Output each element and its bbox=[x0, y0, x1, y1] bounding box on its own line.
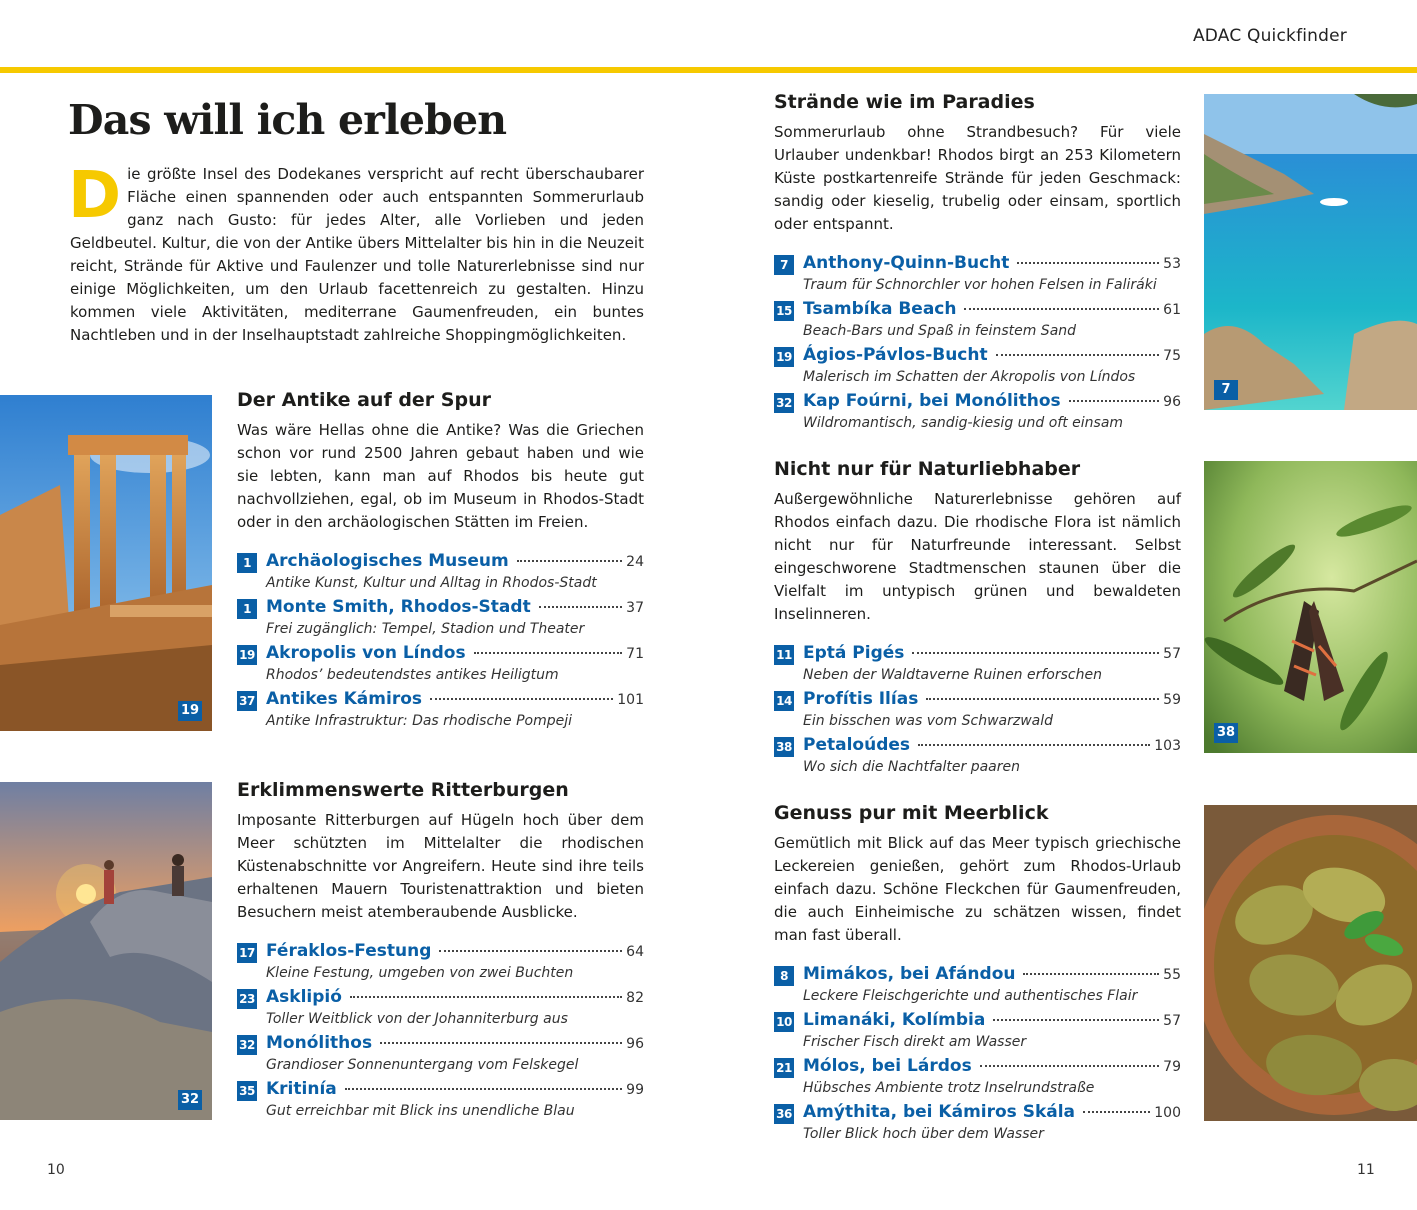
entry-page: 82 bbox=[626, 990, 644, 1006]
entry-number-badge: 15 bbox=[774, 301, 794, 321]
dot-leader bbox=[980, 1065, 1159, 1067]
entry-subtitle: Toller Weitblick von der Johanniterburg aus bbox=[266, 1011, 568, 1027]
photo-badge: 32 bbox=[178, 1090, 202, 1110]
dot-leader bbox=[993, 1019, 1159, 1021]
entry-page: 59 bbox=[1163, 692, 1181, 708]
page-number-left: 10 bbox=[47, 1162, 65, 1178]
entry-link[interactable]: Petaloúdes bbox=[803, 735, 911, 755]
section-body: Was wäre Hellas ohne die Antike? Was die Griechen schon vor rund 2500 Jahren gebaut haben und wie sie lebten, kann man auf Rhodos bis heute gut nachvollziehen, egal, ob im Museum in Rhodos-Stadt oder in den archäologischen Stätten im Freien. bbox=[237, 421, 644, 531]
entry-subtitle: Gut erreichbar mit Blick ins unendliche Blau bbox=[266, 1103, 575, 1119]
photo-akropolis bbox=[0, 395, 212, 731]
entry-page: 24 bbox=[626, 554, 644, 570]
photo-butterfly bbox=[1204, 461, 1417, 753]
dot-leader bbox=[1017, 262, 1159, 264]
section-natur bbox=[774, 458, 1181, 781]
entry-page: 99 bbox=[626, 1082, 644, 1098]
entry-number-badge: 32 bbox=[237, 1035, 257, 1055]
intro-dropcap: D bbox=[68, 159, 122, 233]
entry-page: 79 bbox=[1163, 1059, 1181, 1075]
entry[interactable] bbox=[774, 689, 1181, 735]
entry[interactable] bbox=[774, 643, 1181, 689]
entry-subtitle: Traum für Schnorchler vor hohen Felsen in Faliráki bbox=[803, 277, 1157, 293]
entry-subtitle: Neben der Waldtaverne Ruinen erforschen bbox=[803, 667, 1102, 683]
header-brand: ADAC Quickfinder bbox=[1192, 26, 1347, 46]
entry-list bbox=[237, 551, 644, 735]
entry[interactable] bbox=[237, 597, 644, 643]
entry[interactable] bbox=[774, 1102, 1181, 1148]
section-title: Genuss pur mit Meerblick bbox=[774, 802, 1049, 824]
entry[interactable] bbox=[237, 987, 644, 1033]
entry-page: 75 bbox=[1163, 348, 1181, 364]
entry-page: 96 bbox=[626, 1036, 644, 1052]
entry-number-badge: 21 bbox=[774, 1058, 794, 1078]
sunset-castle-illustration bbox=[0, 782, 212, 1120]
entry[interactable] bbox=[237, 1033, 644, 1079]
dot-leader bbox=[350, 996, 622, 998]
entry[interactable] bbox=[774, 391, 1181, 437]
entry-page: 100 bbox=[1154, 1105, 1181, 1121]
entry-link[interactable]: Asklipió bbox=[266, 987, 342, 1007]
entry-subtitle: Wo sich die Nachtfalter paaren bbox=[803, 759, 1021, 775]
entry-number-badge: 36 bbox=[774, 1104, 794, 1124]
entry[interactable] bbox=[237, 689, 644, 735]
dot-leader bbox=[1083, 1111, 1150, 1113]
entry[interactable] bbox=[774, 964, 1181, 1010]
entry[interactable] bbox=[774, 1010, 1181, 1056]
dot-leader bbox=[996, 354, 1160, 356]
entry-subtitle: Frei zugänglich: Tempel, Stadion und Theater bbox=[266, 621, 585, 637]
entry[interactable] bbox=[774, 299, 1181, 345]
entry-page: 37 bbox=[626, 600, 644, 616]
section-straende bbox=[774, 91, 1181, 437]
entry-subtitle: Grandioser Sonnenuntergang vom Felskegel bbox=[266, 1057, 579, 1073]
entry-link[interactable]: Antikes Kámiros bbox=[266, 689, 422, 709]
entry-link[interactable]: Profítis Ilías bbox=[803, 689, 919, 709]
page-number-right: 11 bbox=[1357, 1162, 1375, 1178]
section-title: Der Antike auf der Spur bbox=[237, 389, 491, 411]
entry-page: 61 bbox=[1163, 302, 1181, 318]
section-title: Nicht nur für Naturliebhaber bbox=[774, 458, 1081, 480]
entry[interactable] bbox=[774, 253, 1181, 299]
entry-subtitle: Frischer Fisch direkt am Wasser bbox=[803, 1034, 1027, 1050]
entry-list bbox=[774, 964, 1181, 1148]
section-body: Gemütlich mit Blick auf das Meer typisch griechische Leckereien genießen, gehört zum Rhodos-Urlaub einfach dazu. Schöne Fleckchen für Gaumenfreuden, die auch Einheimische zu schätzen wissen, findet man fast überall. bbox=[774, 834, 1181, 944]
photo-badge: 38 bbox=[1214, 723, 1238, 743]
entry-subtitle: Beach-Bars und Spaß in feinstem Sand bbox=[803, 323, 1077, 339]
header-rule bbox=[0, 67, 1417, 73]
entry-page: 57 bbox=[1163, 646, 1181, 662]
entry-number-badge: 37 bbox=[237, 691, 257, 711]
dot-leader bbox=[539, 606, 622, 608]
entry-link[interactable]: Kritinía bbox=[266, 1079, 337, 1099]
entry-number-badge: 23 bbox=[237, 989, 257, 1009]
entry-subtitle: Toller Blick hoch über dem Wasser bbox=[803, 1126, 1044, 1142]
entry-page: 96 bbox=[1163, 394, 1181, 410]
entry-page: 57 bbox=[1163, 1013, 1181, 1029]
entry-number-badge: 7 bbox=[774, 255, 794, 275]
entry-link[interactable]: Kap Foúrni, bei Monólithos bbox=[803, 391, 1061, 411]
entry-page: 103 bbox=[1154, 738, 1181, 754]
entry-number-badge: 35 bbox=[237, 1081, 257, 1101]
photo-badge: 19 bbox=[178, 701, 202, 721]
section-ritterburgen bbox=[237, 779, 644, 1125]
section-body: Sommerurlaub ohne Strandbesuch? Für viele Urlauber undenkbar! Rhodos birgt an 253 Kilometern Küste postkartenreife Strände für jeden Geschmack: sandig oder kieselig, trubelig oder einsam, sportlich oder entspannt. bbox=[774, 123, 1181, 233]
entry-number-badge: 19 bbox=[774, 347, 794, 367]
dot-leader bbox=[439, 950, 622, 952]
photo-anthony-quinn-bay bbox=[1204, 94, 1417, 410]
bay-illustration bbox=[1204, 94, 1417, 410]
entry-subtitle: Antike Kunst, Kultur und Alltag in Rhodos-Stadt bbox=[266, 575, 597, 591]
entry-page: 101 bbox=[617, 692, 644, 708]
entry-number-badge: 1 bbox=[237, 553, 257, 573]
entry-number-badge: 1 bbox=[237, 599, 257, 619]
entry-number-badge: 11 bbox=[774, 645, 794, 665]
entry-link[interactable]: Mimákos, bei Afándou bbox=[803, 964, 1016, 984]
entry-link[interactable]: Amýthita, bei Kámiros Skála bbox=[803, 1102, 1076, 1122]
entry-subtitle: Wildromantisch, sandig-kiesig und oft einsam bbox=[803, 415, 1124, 431]
photo-badge: 7 bbox=[1214, 380, 1238, 400]
page-title: Das will ich erleben bbox=[68, 96, 507, 144]
entry-subtitle: Leckere Fleischgerichte und authentisches Flair bbox=[803, 988, 1138, 1004]
entry-link[interactable]: Limanáki, Kolímbia bbox=[803, 1010, 986, 1030]
dot-leader bbox=[1069, 400, 1160, 402]
entry-link[interactable]: Akropolis von Líndos bbox=[266, 643, 466, 663]
dot-leader bbox=[430, 698, 613, 700]
entry-subtitle: Kleine Festung, umgeben von zwei Buchten bbox=[266, 965, 574, 981]
entry-number-badge: 8 bbox=[774, 966, 794, 986]
section-title: Strände wie im Paradies bbox=[774, 91, 1035, 113]
entry[interactable] bbox=[237, 643, 644, 689]
entry[interactable] bbox=[774, 1056, 1181, 1102]
entry-page: 55 bbox=[1163, 967, 1181, 983]
dot-leader bbox=[345, 1088, 622, 1090]
section-genuss bbox=[774, 802, 1181, 1148]
entry-link[interactable]: Eptá Pigés bbox=[803, 643, 905, 663]
entry-page: 71 bbox=[626, 646, 644, 662]
entry-subtitle: Antike Infrastruktur: Das rhodische Pompeji bbox=[266, 713, 572, 729]
dot-leader bbox=[918, 744, 1150, 746]
entry-subtitle: Malerisch im Schatten der Akropolis von Líndos bbox=[803, 369, 1136, 385]
temple-ruins-illustration bbox=[0, 395, 212, 731]
moth-on-leaf-illustration bbox=[1204, 461, 1417, 753]
entry-link[interactable]: Féraklos-Festung bbox=[266, 941, 432, 961]
dot-leader bbox=[474, 652, 623, 654]
entry-subtitle: Hübsches Ambiente trotz Inselrundstraße bbox=[803, 1080, 1095, 1096]
entry-link[interactable]: Archäologisches Museum bbox=[266, 551, 509, 571]
entry-list bbox=[774, 253, 1181, 437]
entry-link[interactable]: Tsambíka Beach bbox=[803, 299, 957, 319]
section-body: Außergewöhnliche Naturerlebnisse gehören auf Rhodos einfach dazu. Die rhodische Flora ist nämlich nicht nur für Naturfreunde interessant. Selbst eingeschworene Stadtmenschen staunen über die Vielfalt im untypisch grünen und bewaldeten Inselinneren. bbox=[774, 490, 1181, 623]
stuffed-vine-leaves-illustration bbox=[1204, 805, 1417, 1121]
dot-leader bbox=[926, 698, 1159, 700]
entry[interactable] bbox=[237, 941, 644, 987]
entry-page: 53 bbox=[1163, 256, 1181, 272]
entry[interactable] bbox=[774, 345, 1181, 391]
entry[interactable] bbox=[237, 551, 644, 597]
photo-dolmades bbox=[1204, 805, 1417, 1121]
dot-leader bbox=[380, 1042, 622, 1044]
entry-link[interactable]: Mólos, bei Lárdos bbox=[803, 1056, 972, 1076]
entry-number-badge: 10 bbox=[774, 1012, 794, 1032]
dot-leader bbox=[517, 560, 622, 562]
entry-link[interactable]: Ágios-Pávlos-Bucht bbox=[803, 345, 988, 365]
entry-number-badge: 14 bbox=[774, 691, 794, 711]
intro-paragraph bbox=[68, 159, 644, 347]
entry-link[interactable]: Monólithos bbox=[266, 1033, 373, 1053]
section-body: Imposante Ritterburgen auf Hügeln hoch über dem Meer schützten im Mittelalter die rhodischen Küstenabschnitte vor Angreifern. Heute sind ihre teils erhaltenen Mauern Touristenattraktion und bieten Besuchern meist atemberaubende Ausblicke. bbox=[237, 811, 644, 921]
entry-list bbox=[237, 941, 644, 1125]
dot-leader bbox=[964, 308, 1159, 310]
entry-subtitle: Ein bisschen was vom Schwarzwald bbox=[803, 713, 1054, 729]
entry-subtitle: Rhodos’ bedeutendstes antikes Heiligtum bbox=[266, 667, 559, 683]
entry-page: 64 bbox=[626, 944, 644, 960]
section-antike bbox=[237, 389, 644, 735]
entry-link[interactable]: Monte Smith, Rhodos-Stadt bbox=[266, 597, 531, 617]
entry-link[interactable]: Anthony-Quinn-Bucht bbox=[803, 253, 1010, 273]
dot-leader bbox=[912, 652, 1159, 654]
entry-list bbox=[774, 643, 1181, 781]
entry-number-badge: 19 bbox=[237, 645, 257, 665]
entry-number-badge: 38 bbox=[774, 737, 794, 757]
entry-number-badge: 17 bbox=[237, 943, 257, 963]
entry-number-badge: 32 bbox=[774, 393, 794, 413]
entry[interactable] bbox=[237, 1079, 644, 1125]
dot-leader bbox=[1023, 973, 1159, 975]
entry[interactable] bbox=[774, 735, 1181, 781]
section-title: Erklimmenswerte Ritterburgen bbox=[237, 779, 569, 801]
photo-monolithos-sunset bbox=[0, 782, 212, 1120]
intro-text: ie größte Insel des Dodekanes verspricht auf recht überschaubarer Fläche einen spannenden oder auch entspannten Sommerurlaub ganz nach Gusto: für jedes Alter, alle Vorlieben und jeden Geldbeutel. Kultur, die von der Antike übers Mittelalter bis hin in die Neuzeit reicht, Strände für Aktive und Faulenzer und tolle Naturerlebnisse sind nur einige Möglichkeiten, um den Urlaub facettenreich zu gestalten. Hinzu kommen viele Aktivitäten, mediterrane Gaumenfreuden, ein buntes Nachtleben und in der Inselhauptstadt zahlreiche Shoppingmöglichkeiten. bbox=[70, 165, 644, 344]
